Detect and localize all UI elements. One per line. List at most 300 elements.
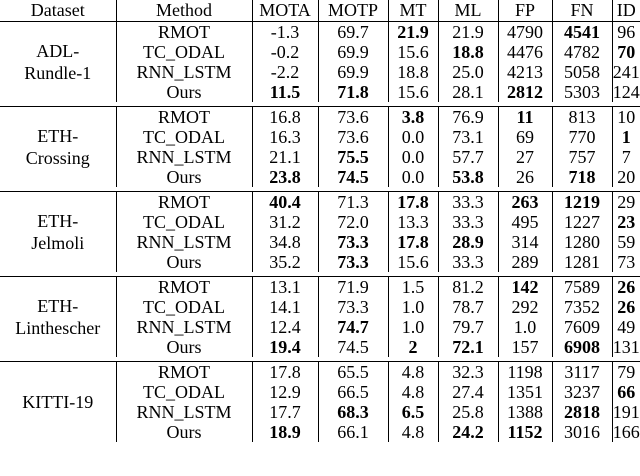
cell-mt [388,382,438,402]
cell-value: 16.8 [269,107,301,127]
cell-value: -0.2 [270,42,300,62]
cell-value: 31.2 [269,212,301,232]
col-header-method: Method [116,0,252,22]
cell-motp [318,402,388,422]
cell-value: -2.2 [270,62,300,82]
cell-fp [498,107,552,128]
method-name: RMOT [116,107,252,128]
cell-value: 72.0 [337,212,369,232]
cell-mt [388,337,438,357]
cell-value: 4541 [564,22,600,42]
cell-value: 157 [511,337,539,357]
cell-value: 12.9 [269,382,301,402]
cell-ml [438,107,498,128]
cell-fn [552,317,612,337]
dataset-name [0,107,116,188]
cell-value: 23.8 [269,167,301,187]
cell-mt [388,212,438,232]
cell-motp [318,147,388,167]
cell-mota [252,212,318,232]
cell-mota [252,402,318,422]
cell-id [612,317,640,337]
cell-value: 35.2 [269,252,301,272]
cell-value: 131 [612,337,640,357]
cell-value: 1.0 [401,317,425,337]
cell-id [612,82,640,102]
col-header-fn: FN [552,0,612,22]
cell-id [612,297,640,317]
cell-ml [438,212,498,232]
cell-value: 18.9 [269,422,301,442]
cell-value: 71.9 [337,277,369,297]
dataset-name [0,362,116,443]
cell-id [612,192,640,213]
cell-fp [498,252,552,272]
cell-id [612,22,640,43]
cell-value: 79.7 [452,317,484,337]
cell-value: 28.9 [452,232,484,252]
cell-value: 72.1 [452,337,484,357]
method-name: Ours [116,422,252,442]
cell-value: 7589 [564,277,600,297]
cell-fn [552,107,612,128]
cell-value: 1198 [507,362,543,382]
cell-value: 4.8 [401,422,425,442]
cell-ml [438,62,498,82]
method-name: Ours [116,252,252,272]
dataset-name-line: ETH- [37,296,79,316]
cell-value: 2812 [507,82,543,102]
cell-value: 26 [617,297,636,317]
cell-motp [318,107,388,128]
cell-mt [388,42,438,62]
cell-value: 13.3 [397,212,429,232]
cell-mt [388,62,438,82]
cell-value: 16.3 [269,127,301,147]
cell-value: 69.9 [337,42,369,62]
cell-mt [388,232,438,252]
cell-value: 26 [516,167,534,187]
cell-mt [388,317,438,337]
cell-value: 7 [621,147,631,167]
cell-motp [318,212,388,232]
cell-value: 0.0 [401,167,425,187]
cell-mota [252,252,318,272]
cell-value: 292 [511,297,539,317]
col-header-fp: FP [498,0,552,22]
col-header-motp: MOTP [318,0,388,22]
cell-value: 1 [621,127,631,147]
cell-value: 6.5 [401,402,425,422]
cell-value: 4.8 [401,362,425,382]
table-row [0,107,640,128]
cell-value: 17.7 [269,402,301,422]
cell-ml [438,82,498,102]
cell-fn [552,402,612,422]
cell-value: 17.8 [397,232,429,252]
table-row [0,277,640,298]
cell-value: 813 [568,107,596,127]
cell-mt [388,277,438,298]
cell-value: 7609 [564,317,600,337]
cell-value: 495 [511,212,539,232]
cell-value: 71.3 [337,192,369,212]
cell-value: 289 [511,252,539,272]
cell-value: 15.6 [397,42,429,62]
header-row [0,0,640,22]
cell-value: 3117 [564,362,600,382]
cell-value: 34.8 [269,232,301,252]
cell-id [612,362,640,383]
cell-ml [438,317,498,337]
dataset-name-line: ETH- [37,211,79,231]
cell-value: 770 [568,127,596,147]
cell-value: 70 [617,42,636,62]
cell-value: 0.0 [401,147,425,167]
col-header-ml: ML [438,0,498,22]
cell-mt [388,167,438,187]
cell-fn [552,277,612,298]
cell-value: 40.4 [269,192,301,212]
cell-mota [252,192,318,213]
cell-value: 124 [612,82,640,102]
method-name: Ours [116,167,252,187]
cell-value: 4213 [507,62,543,82]
cell-id [612,277,640,298]
cell-value: 11.5 [269,82,301,102]
method-name: RNN_LSTM [116,62,252,82]
cell-fp [498,167,552,187]
col-header-mt: MT [388,0,438,22]
cell-motp [318,167,388,187]
cell-id [612,62,640,82]
cell-ml [438,362,498,383]
cell-value: 12.4 [269,317,301,337]
cell-value: 24.2 [452,422,484,442]
cell-value: 65.5 [337,362,369,382]
cell-value: 66.5 [337,382,369,402]
cell-fn [552,362,612,383]
cell-motp [318,277,388,298]
cell-value: 0.0 [401,127,425,147]
cell-motp [318,192,388,213]
cell-mt [388,147,438,167]
cell-value: 241 [612,62,640,82]
dataset-name [0,22,116,103]
cell-mota [252,362,318,383]
cell-fn [552,147,612,167]
dataset-group [0,277,640,358]
cell-mt [388,402,438,422]
cell-motp [318,252,388,272]
cell-ml [438,297,498,317]
cell-fn [552,22,612,43]
cell-value: 191 [612,402,640,422]
dataset-group [0,192,640,273]
dataset-name-line: Linthescher [15,318,101,338]
cell-value: 33.3 [452,212,484,232]
method-name: TC_ODAL [116,382,252,402]
method-name: TC_ODAL [116,212,252,232]
cell-fn [552,127,612,147]
cell-value: 10 [617,107,636,127]
cell-value: 28.1 [452,82,484,102]
dataset-group [0,362,640,443]
cell-value: 1.0 [513,317,537,337]
cell-fn [552,82,612,102]
cell-value: 1219 [564,192,600,212]
dataset-group [0,22,640,103]
cell-value: 15.6 [397,82,429,102]
cell-value: 49 [617,317,636,337]
cell-value: 4476 [507,42,543,62]
cell-value: 13.1 [269,277,301,297]
cell-value: 142 [511,277,539,297]
cell-fp [498,22,552,43]
col-header-id: ID [612,0,640,22]
method-name: RMOT [116,362,252,383]
cell-value: 314 [511,232,539,252]
cell-id [612,232,640,252]
cell-ml [438,277,498,298]
cell-ml [438,402,498,422]
cell-value: 27.4 [452,382,484,402]
cell-value: 75.5 [337,147,369,167]
cell-value: 1.5 [401,277,425,297]
cell-motp [318,42,388,62]
cell-id [612,127,640,147]
cell-value: 7352 [564,297,600,317]
cell-fn [552,192,612,213]
cell-value: 26 [617,277,636,297]
cell-value: 73 [617,252,636,272]
method-name: Ours [116,82,252,102]
cell-mt [388,252,438,272]
cell-value: 757 [568,147,596,167]
cell-value: 3237 [564,382,600,402]
cell-value: 25.8 [452,402,484,422]
cell-fp [498,297,552,317]
dataset-name [0,192,116,273]
cell-mota [252,107,318,128]
cell-motp [318,297,388,317]
cell-mt [388,22,438,43]
method-name: RNN_LSTM [116,402,252,422]
dataset-name-line: ETH- [37,126,79,146]
cell-value: 23 [617,212,636,232]
cell-value: 69.9 [337,62,369,82]
cell-value: 25.0 [452,62,484,82]
dataset-name-line: KITTI-19 [22,392,94,412]
cell-value: 81.2 [452,277,484,297]
cell-value: 53.8 [452,167,484,187]
cell-ml [438,147,498,167]
cell-fp [498,212,552,232]
cell-value: 1.0 [401,297,425,317]
cell-value: 3016 [564,422,600,442]
cell-ml [438,382,498,402]
table-row [0,22,640,43]
cell-fn [552,167,612,187]
dataset-name [0,277,116,358]
cell-value: 718 [568,167,596,187]
cell-id [612,167,640,187]
cell-value: 1281 [564,252,600,272]
cell-motp [318,22,388,43]
cell-value: 73.6 [337,107,369,127]
cell-mt [388,82,438,102]
cell-value: 76.9 [452,107,484,127]
dataset-name-line: ADL- [36,41,80,61]
cell-value: 68.3 [337,402,369,422]
dataset-name-line: Rundle-1 [24,63,92,83]
cell-mota [252,62,318,82]
cell-mota [252,382,318,402]
cell-ml [438,252,498,272]
cell-fp [498,382,552,402]
cell-value: 1351 [507,382,543,402]
cell-value: 18.8 [452,42,484,62]
cell-ml [438,422,498,442]
cell-value: 29 [617,192,636,212]
cell-value: 166 [612,422,640,442]
cell-value: 4790 [507,22,543,42]
cell-id [612,422,640,442]
method-name: TC_ODAL [116,127,252,147]
cell-value: 5303 [564,82,600,102]
cell-fn [552,337,612,357]
cell-value: -1.3 [270,22,300,42]
cell-value: 96 [617,22,636,42]
cell-id [612,382,640,402]
col-header-dataset: Dataset [0,0,116,22]
cell-value: 4782 [564,42,600,62]
cell-value: 59 [617,232,636,252]
cell-ml [438,192,498,213]
cell-id [612,147,640,167]
cell-value: 1280 [564,232,600,252]
cell-fp [498,317,552,337]
cell-mota [252,127,318,147]
cell-fn [552,62,612,82]
cell-value: 69 [516,127,534,147]
cell-motp [318,422,388,442]
cell-fn [552,232,612,252]
cell-fn [552,297,612,317]
cell-fp [498,147,552,167]
cell-fn [552,42,612,62]
cell-value: 73.3 [337,232,369,252]
cell-id [612,337,640,357]
cell-value: 17.8 [397,192,429,212]
cell-value: 6908 [564,337,600,357]
cell-mota [252,317,318,337]
cell-value: 3.8 [401,107,425,127]
cell-motp [318,382,388,402]
table-row [0,362,640,383]
table-row [0,192,640,213]
cell-value: 74.7 [337,317,369,337]
cell-ml [438,337,498,357]
cell-fn [552,252,612,272]
cell-value: 33.3 [452,252,484,272]
cell-value: 66 [617,382,636,402]
cell-mota [252,297,318,317]
cell-fp [498,422,552,442]
cell-fn [552,382,612,402]
cell-value: 1227 [564,212,600,232]
cell-ml [438,167,498,187]
cell-motp [318,362,388,383]
cell-motp [318,127,388,147]
cell-fp [498,402,552,422]
cell-motp [318,232,388,252]
cell-value: 69.7 [337,22,369,42]
method-name: RMOT [116,277,252,298]
method-name: RMOT [116,192,252,213]
method-name: Ours [116,337,252,357]
dataset-group [0,107,640,188]
cell-value: 15.6 [397,252,429,272]
cell-id [612,212,640,232]
cell-mota [252,147,318,167]
cell-value: 74.5 [337,337,369,357]
cell-fn [552,422,612,442]
cell-value: 2 [408,337,418,357]
cell-fp [498,127,552,147]
cell-mt [388,192,438,213]
method-name: RNN_LSTM [116,232,252,252]
cell-id [612,107,640,128]
cell-fp [498,192,552,213]
cell-value: 1152 [507,422,543,442]
cell-value: 74.5 [337,167,369,187]
cell-value: 66.1 [337,422,369,442]
cell-value: 73.3 [337,252,369,272]
cell-fp [498,62,552,82]
cell-value: 19.4 [269,337,301,357]
cell-mota [252,337,318,357]
cell-mota [252,277,318,298]
cell-value: 79 [617,362,636,382]
cell-mota [252,422,318,442]
cell-mota [252,42,318,62]
dataset-name-line: Crossing [25,148,90,168]
cell-mt [388,422,438,442]
method-name: TC_ODAL [116,297,252,317]
cell-value: 20 [617,167,636,187]
cell-mota [252,232,318,252]
cell-fp [498,232,552,252]
cell-mt [388,127,438,147]
cell-value: 4.8 [401,382,425,402]
cell-mota [252,82,318,102]
cell-value: 11 [516,107,534,127]
cell-fn [552,212,612,232]
cell-fp [498,277,552,298]
method-name: RMOT [116,22,252,43]
col-header-mota: MOTA [252,0,318,22]
cell-value: 2818 [564,402,600,422]
cell-fp [498,362,552,383]
cell-fp [498,42,552,62]
cell-motp [318,337,388,357]
cell-value: 5058 [564,62,600,82]
cell-value: 73.1 [452,127,484,147]
cell-mt [388,297,438,317]
cell-value: 21.9 [397,22,429,42]
cell-value: 32.3 [452,362,484,382]
